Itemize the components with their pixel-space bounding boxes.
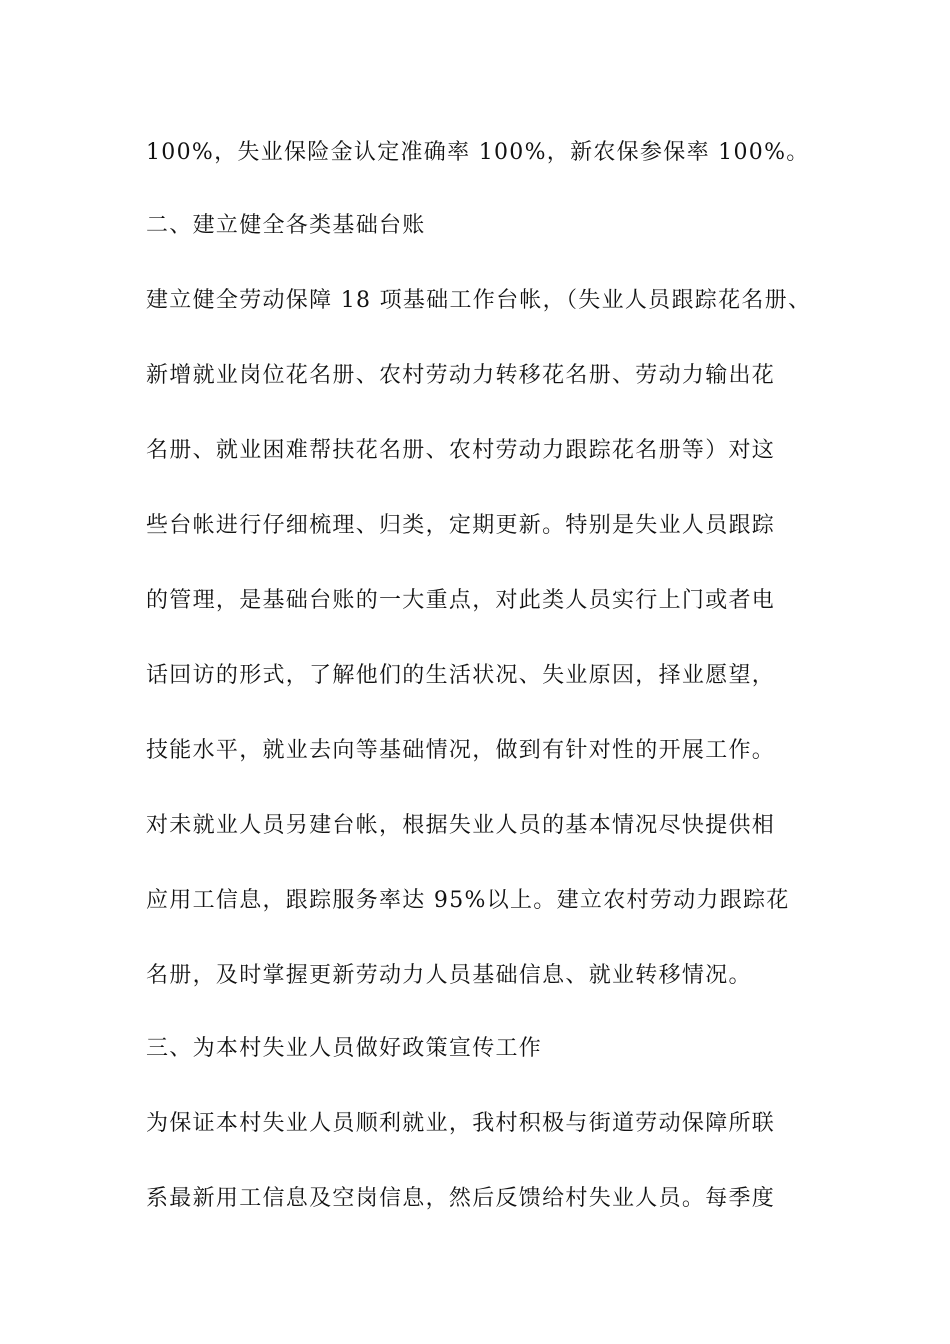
paragraph-line: 新增就业岗位花名册、农村劳动力转移花名册、劳动力输出花 [146,363,776,388]
paragraph-line: 建立健全劳动保障 18 项基础工作台帐，（失业人员跟踪花名册、 [146,288,812,313]
paragraph-line: 系最新用工信息及空岗信息，然后反馈给村失业人员。每季度 [146,1186,776,1211]
paragraph-line: 的管理，是基础台账的一大重点，对此类人员实行上门或者电 [146,588,776,613]
paragraph-line: 话回访的形式，了解他们的生活状况、失业原因，择业愿望， [146,663,776,688]
section-heading: 二、建立健全各类基础台账 [146,213,426,238]
paragraph-line: 些台帐进行仔细梳理、归类，定期更新。特别是失业人员跟踪 [146,513,776,538]
paragraph-line: 为保证本村失业人员顺利就业，我村积极与街道劳动保障所联 [146,1111,776,1136]
paragraph-line: 名册、就业困难帮扶花名册、农村劳动力跟踪花名册等）对这 [146,438,776,463]
paragraph-line: 技能水平，就业去向等基础情况，做到有针对性的开展工作。 [146,738,776,763]
section-heading: 三、为本村失业人员做好政策宣传工作 [146,1036,543,1061]
paragraph-line: 名册，及时掌握更新劳动力人员基础信息、就业转移情况。 [146,963,752,988]
paragraph-line: 100%，失业保险金认定准确率 100%，新农保参保率 100%。 [146,140,810,165]
paragraph-line: 应用工信息，跟踪服务率达 95%以上。建立农村劳动力跟踪花 [146,888,790,913]
paragraph-line: 对未就业人员另建台帐，根据失业人员的基本情况尽快提供相 [146,813,776,838]
